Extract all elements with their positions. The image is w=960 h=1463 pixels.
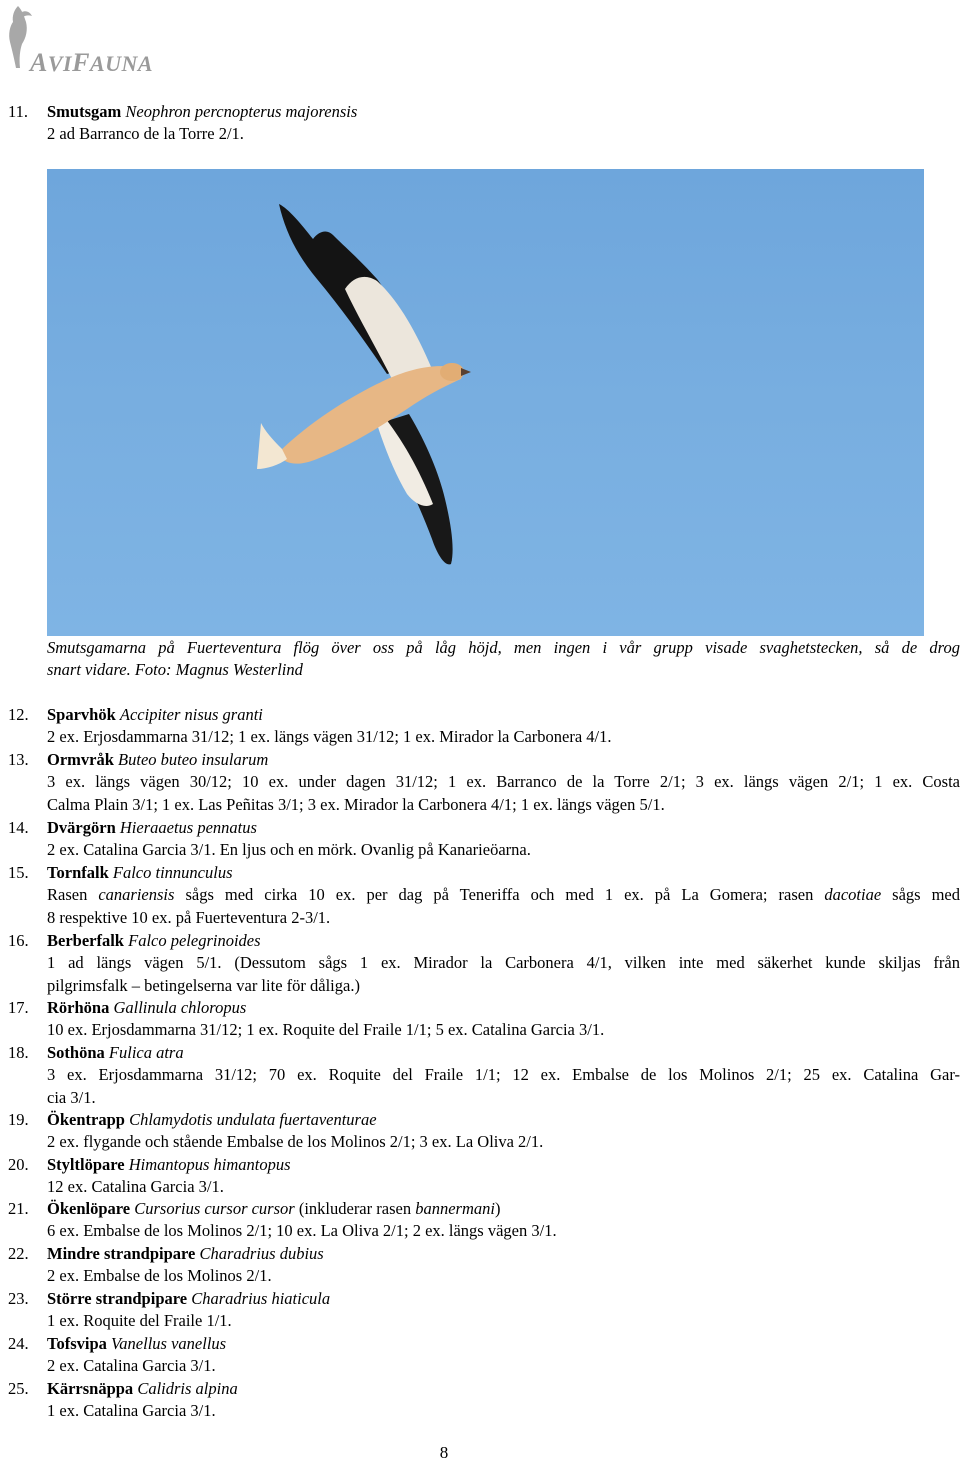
- entry-number: 23.: [8, 1289, 29, 1308]
- species-name: Större strandpipare: [47, 1289, 188, 1308]
- species-latin: Hieraaetus pennatus: [119, 818, 257, 837]
- species-name: Tornfalk: [47, 863, 109, 882]
- species-latin: Gallinula chloropus: [113, 998, 247, 1017]
- species-latin: Neophron percnopterus majorensis: [125, 102, 358, 121]
- observation-text: pilgrimsfalk – betingelserna var lite för dåliga.): [47, 975, 360, 995]
- species-latin: Accipiter nisus granti: [119, 705, 263, 724]
- logo-text: AVIFAUNA: [30, 48, 154, 77]
- species-name: Tofsvipa: [47, 1334, 107, 1353]
- observation-text: 6 ex. Embalse de los Molinos 2/1; 10 ex. La Oliva 2/1; 2 ex. längs vägen 3/1.: [47, 1221, 557, 1241]
- egyptian-vulture-photo: [47, 169, 924, 636]
- species-name: Mindre strandpipare: [47, 1244, 196, 1263]
- species-name: Dvärgörn: [47, 818, 116, 837]
- species-latin: Buteo buteo insularum: [118, 750, 269, 769]
- species-latin: Fulica atra: [108, 1043, 184, 1062]
- species-latin: Charadrius hiaticula: [191, 1289, 331, 1308]
- species-name: Rörhöna: [47, 998, 110, 1017]
- entry-number: 11.: [8, 102, 29, 121]
- species-name: Ormvråk: [47, 750, 114, 769]
- observation-text: Calma Plain 3/1; 1 ex. Las Peñitas 3/1; 3 ex. Mirador la Carbonera 4/1; 1 ex. längs vägen 5/1.: [47, 794, 665, 814]
- observation-text: 10 ex. Erjosdammarna 31/12; 1 ex. Roquite del Fraile 1/1; 5 ex. Catalina Garcia 3/1.: [47, 1020, 605, 1040]
- species-latin: Falco tinnunculus: [112, 863, 233, 882]
- observation-text: 1 ad längs vägen 5/1. (Dessutom sågs 1 ex. Mirador la Carbonera 4/1, vilken inte med säkerhet kunde skiljas från: [47, 953, 960, 973]
- observation-text: 1 ex. Catalina Garcia 3/1.: [47, 1401, 216, 1421]
- species-latin: Vanellus vanellus: [111, 1334, 227, 1353]
- observation-text: 8 respektive 10 ex. på Fuerteventura 2-3/1.: [47, 907, 331, 927]
- species-latin: Calidris alpina: [137, 1379, 238, 1398]
- species-name: Ökentrapp: [47, 1110, 125, 1129]
- species-latin: Chlamydotis undulata fuertaventurae: [129, 1110, 377, 1129]
- entry-number: 24.: [8, 1334, 29, 1353]
- observation-text: cia 3/1.: [47, 1087, 96, 1107]
- entry-number: 20.: [8, 1155, 29, 1174]
- species-name: Styltlöpare: [47, 1155, 125, 1174]
- entry-number: 15.: [8, 863, 29, 882]
- species-name: Berberfalk: [47, 931, 124, 950]
- observation-text: 2 ex. flygande och stående Embalse de los Molinos 2/1; 3 ex. La Oliva 2/1.: [47, 1132, 544, 1152]
- entry-number: 16.: [8, 931, 29, 950]
- species-name: Smutsgam: [47, 102, 122, 121]
- avifauna-logo: [4, 4, 174, 77]
- entry-number: 22.: [8, 1244, 29, 1263]
- entry-number: 13.: [8, 750, 29, 769]
- species-name: Sothöna: [47, 1043, 105, 1062]
- species-name: Ökenlöpare: [47, 1199, 131, 1218]
- observation-text: 3 ex. Erjosdammarna 31/12; 70 ex. Roquite del Fraile 1/1; 12 ex. Embalse de los Molinos 2/1; 25 ex. Catalina Gar-: [47, 1065, 960, 1085]
- species-latin: Cursorius cursor cursor: [134, 1199, 295, 1218]
- species-latin: Falco pelegrinoides: [128, 931, 261, 950]
- observation-text: 2 ex. Embalse de los Molinos 2/1.: [47, 1266, 272, 1286]
- photo-caption: [47, 637, 960, 682]
- entry-number: 18.: [8, 1043, 29, 1062]
- observation-text: 12 ex. Catalina Garcia 3/1.: [47, 1177, 224, 1197]
- bird-photo-icon: [47, 169, 924, 636]
- entry-number: 12.: [8, 705, 29, 724]
- species-latin: Himantopus himantopus: [128, 1155, 291, 1174]
- observation-text: 2 ad Barranco de la Torre 2/1.: [47, 124, 244, 144]
- species-name: Sparvhök: [47, 705, 116, 724]
- observation-text: 1 ex. Roquite del Fraile 1/1.: [47, 1311, 232, 1331]
- observation-text: 2 ex. Erjosdammarna 31/12; 1 ex. längs vägen 31/12; 1 ex. Mirador la Carbonera 4/1.: [47, 727, 612, 747]
- caption-line: Smutsgamarna på Fuerteventura flög över oss på låg höjd, men ingen i vår grupp visade svaghetstecken, så de drog: [47, 638, 960, 657]
- entry-number: 17.: [8, 998, 29, 1017]
- page-number: 8: [439, 1443, 449, 1462]
- observation-text: 2 ex. Catalina Garcia 3/1.: [47, 1356, 216, 1376]
- entry-number: 21.: [8, 1199, 29, 1218]
- species-name: Kärrsnäppa: [47, 1379, 134, 1398]
- observation-text: Rasen canariensis sågs med cirka 10 ex. per dag på Teneriffa och med 1 ex. på La Gomera; rasen dacotiae sågs med: [47, 885, 960, 905]
- entry-number: 25.: [8, 1379, 29, 1398]
- observation-text: 2 ex. Catalina Garcia 3/1. En ljus och en mörk. Ovanlig på Kanarieöarna.: [47, 840, 531, 860]
- entry-number: 14.: [8, 818, 29, 837]
- entry-number: 19.: [8, 1110, 29, 1129]
- species-latin: Charadrius dubius: [199, 1244, 324, 1263]
- observation-text: 3 ex. längs vägen 30/12; 10 ex. under dagen 31/12; 1 ex. Barranco de la Torre 2/1; 3 ex. längs vägen 2/1; 1 ex. Costa: [47, 772, 960, 792]
- caption-line: snart vidare. Foto: Magnus Westerlind: [47, 660, 303, 680]
